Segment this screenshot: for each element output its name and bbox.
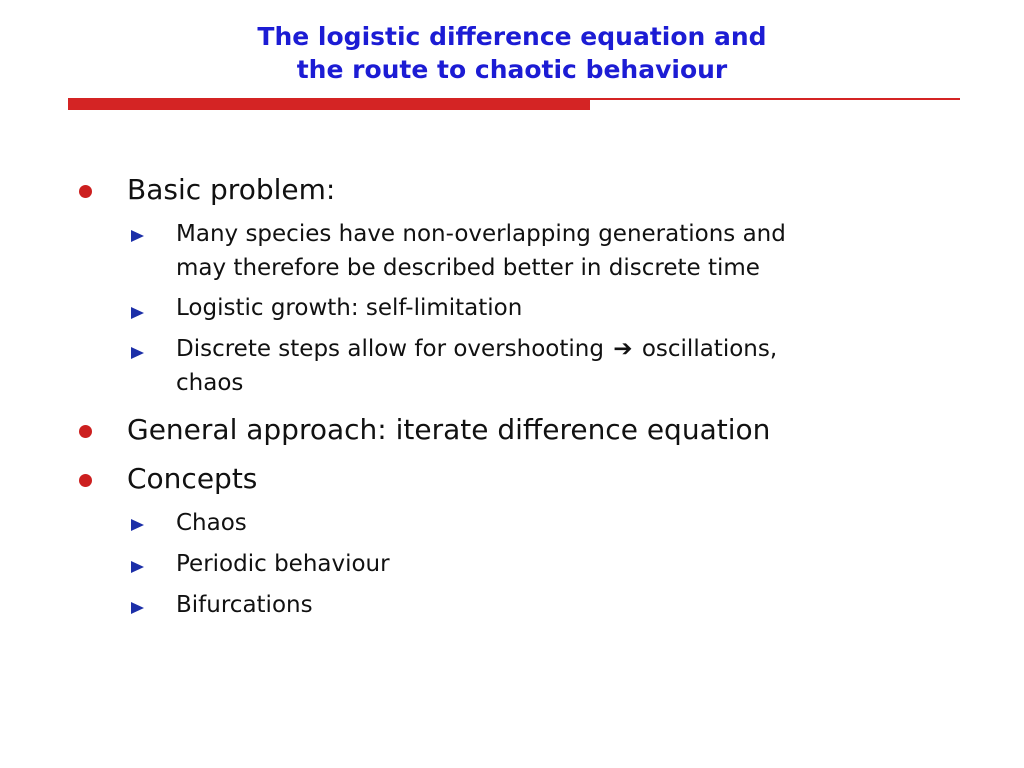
title-line-2: the route to chaotic behaviour xyxy=(296,55,728,84)
sub-bullet-triangle-icon xyxy=(131,307,144,319)
bullet-general-approach: General approach: iterate difference equation xyxy=(127,413,771,446)
sub-item-generations-line2: may therefore be described better in discrete time xyxy=(176,255,760,281)
title-underline-thin xyxy=(590,98,960,100)
title-underline-thick xyxy=(68,98,590,110)
sub-item-logistic-growth: Logistic growth: self-limitation xyxy=(176,295,523,321)
bullet-dot-icon xyxy=(79,474,92,487)
sub-item-generations-line1: Many species have non-overlapping generations and xyxy=(176,221,786,247)
overshooting-text: Discrete steps allow for overshooting xyxy=(176,336,604,362)
sub-item-bifurcations: Bifurcations xyxy=(176,592,313,618)
sub-bullet-triangle-icon xyxy=(131,561,144,573)
bullet-dot-icon xyxy=(79,425,92,438)
bullet-concepts: Concepts xyxy=(127,462,258,495)
title-line-1: The logistic difference equation and xyxy=(257,22,767,51)
sub-item-overshooting-line2: chaos xyxy=(176,370,244,396)
sub-item-overshooting-line1 xyxy=(176,332,777,366)
sub-item-chaos: Chaos xyxy=(176,510,247,536)
sub-bullet-triangle-icon xyxy=(131,347,144,359)
sub-item-periodic-behaviour: Periodic behaviour xyxy=(176,551,390,577)
oscillations-text: oscillations, xyxy=(641,336,778,362)
slide-title xyxy=(60,20,964,86)
right-arrow-icon: ➔ xyxy=(613,336,633,362)
bullet-dot-icon xyxy=(79,185,92,198)
sub-bullet-triangle-icon xyxy=(131,230,144,242)
bullet-basic-problem: Basic problem: xyxy=(127,173,336,206)
sub-bullet-triangle-icon xyxy=(131,519,144,531)
sub-bullet-triangle-icon xyxy=(131,602,144,614)
